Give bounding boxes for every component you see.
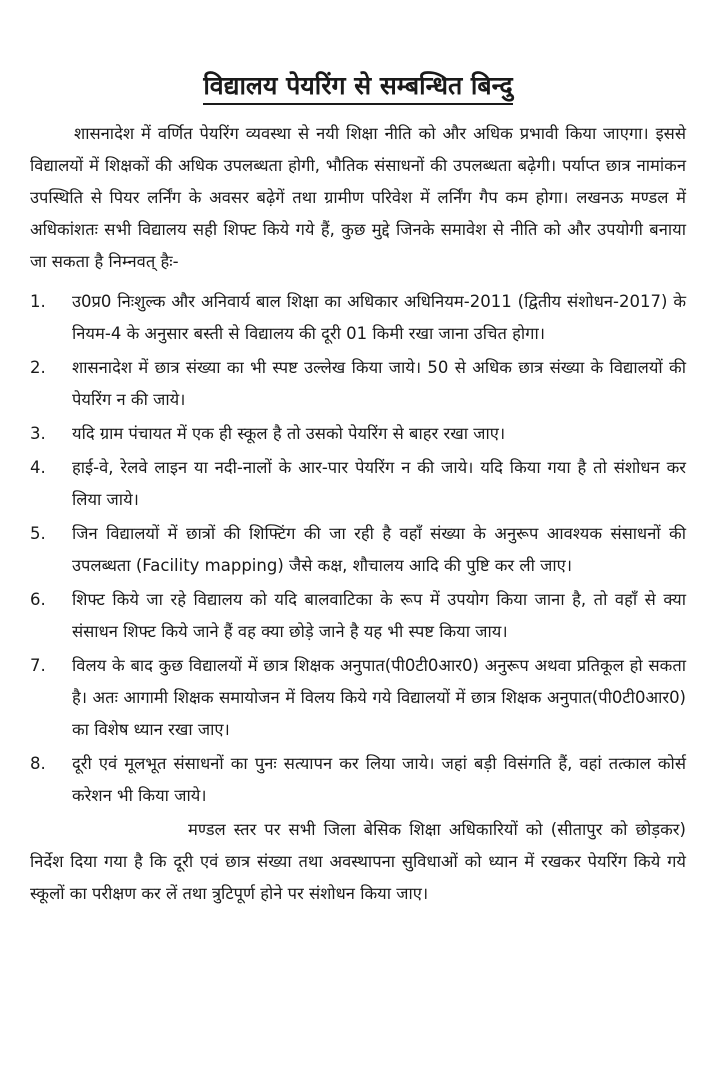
- list-item-text: उ0प्र0 निःशुल्क और अनिवार्य बाल शिक्षा का अधिकार अधिनियम-2011 (द्वितीय संशोधन-2017) के नियम-4 के अनुसार बस्ती से विद्यालय की दूरी 01 किमी रखा जाना उचित होगा।: [72, 292, 686, 343]
- list-item-number: 4.: [30, 458, 46, 477]
- list-item-text: हाई-वे, रेलवे लाइन या नदी-नालों के आर-पार पेयरिंग न की जाये। यदि किया गया है तो संशोधन कर लिया जाये।: [72, 458, 686, 509]
- list-item-number: 7.: [30, 656, 46, 675]
- list-item-number: 8.: [30, 754, 46, 773]
- list-item-number: 5.: [30, 524, 46, 543]
- list-item: [30, 418, 686, 450]
- list-item-number: 3.: [30, 424, 46, 443]
- document-title: [30, 68, 686, 102]
- list-item: [30, 352, 686, 416]
- list-item-text: जिन विद्यालयों में छात्रों की शिफ्टिंग की जा रही है वहाँ संख्या के अनुरूप आवश्यक संसाधनों की उपलब्धता (Facility mapping) जैसे कक्ष, शौचालय आदि की पुष्टि कर ली जाए।: [72, 524, 686, 575]
- list-item-text: विलय के बाद कुछ विद्यालयों में छात्र शिक्षक अनुपात(पी0टी0आर0) अनुरूप अथवा प्रतिकूल हो सकता है। अतः आगामी शिक्षक समायोजन में विलय किये गये विद्यालयों में छात्र शिक्षक अनुपात(पी0टी0आर0) का विशेष ध्यान रखा जाए।: [72, 656, 686, 739]
- document-title-text: विद्यालय पेयरिंग से सम्बन्धित बिन्दु: [203, 71, 512, 105]
- list-item: [30, 650, 686, 746]
- intro-paragraph: शासनादेश में वर्णित पेयरिंग व्यवस्था से नयी शिक्षा नीति को और अधिक प्रभावी किया जाएगा। इससे विद्यालयों में शिक्षकों की अधिक उपलब्धता होगी, भौतिक संसाधनों की उपलब्धता बढ़ेगी। पर्याप्त छात्र नामांकन उपस्थिति से पियर लर्निंग के अवसर बढ़ेगें तथा ग्रामीण परिवेश में लर्निंग गैप कम होगा। लखनऊ मण्डल में अधिकांशतः सभी विद्यालय सही शिफ्ट किये गये हैं, कुछ मुद्दे जिनके समावेश से नीति को और उपयोगी बनाया जा सकता है निम्नवत् हैः-: [30, 124, 686, 271]
- list-item: [30, 452, 686, 516]
- list-item: [30, 748, 686, 812]
- list-item-text: दूरी एवं मूलभूत संसाधनों का पुनः सत्यापन कर लिया जाये। जहां बड़ी विसंगति हैं, वहां तत्काल कोर्स करेशन भी किया जाये।: [72, 754, 686, 805]
- closing-paragraph: मण्डल स्तर पर सभी जिला बेसिक शिक्षा अधिकारियों को (सीतापुर को छोड़कर) निर्देश दिया गया है कि दूरी एवं छात्र संख्या तथा अवस्थापना सुविधाओं को ध्यान में रखकर पेयरिंग किये गये स्कूलों का परीक्षण कर लें तथा त्रुटिपूर्ण होने पर संशोधन किया जाए।: [30, 820, 686, 903]
- list-item: [30, 584, 686, 648]
- list-item-number: 1.: [30, 292, 46, 311]
- list-item: [30, 518, 686, 582]
- list-item-text: यदि ग्राम पंचायत में एक ही स्कूल है तो उसको पेयरिंग से बाहर रखा जाए।: [72, 424, 506, 443]
- list-item-number: 6.: [30, 590, 46, 609]
- list-item-text: शिफ्ट किये जा रहे विद्यालय को यदि बालवाटिका के रूप में उपयोग किया जाना है, तो वहाँ से क्या संसाधन शिफ्ट किये जाने हैं वह क्या छोड़े जाने है यह भी स्पष्ट किया जाय।: [72, 590, 686, 641]
- list-item-text: शासनादेश में छात्र संख्या का भी स्पष्ट उल्लेख किया जाये। 50 से अधिक छात्र संख्या के विद्यालयों की पेयरिंग न की जाये।: [72, 358, 686, 409]
- points-list: [30, 286, 686, 812]
- list-item-number: 2.: [30, 358, 46, 377]
- list-item: [30, 286, 686, 350]
